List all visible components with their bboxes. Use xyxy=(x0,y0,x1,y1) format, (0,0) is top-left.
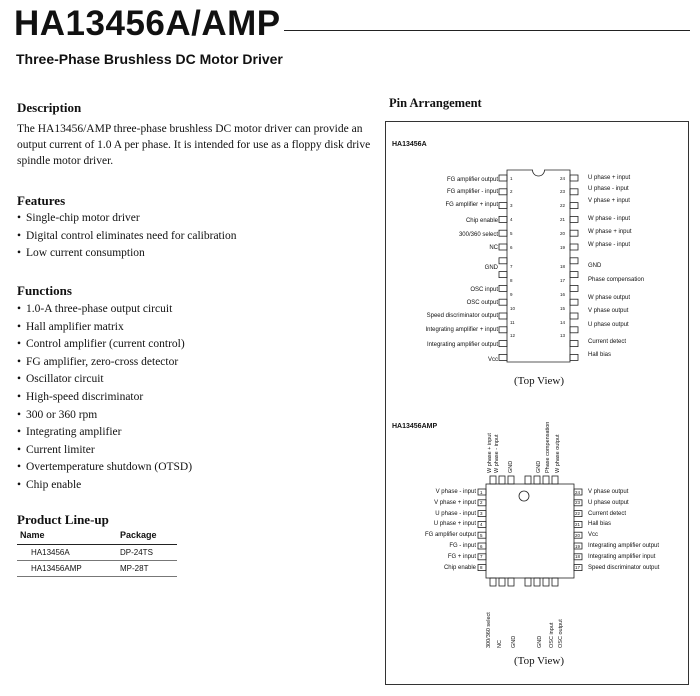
dip-right-pin xyxy=(570,216,578,222)
qfp-right-pin-label: Integrating amplifier input xyxy=(588,553,656,560)
dip-left-pin xyxy=(499,272,507,278)
list-item: • High-speed discriminator xyxy=(17,389,192,407)
list-item: • Low current consumption xyxy=(17,245,236,263)
pin-arrangement-heading: Pin Arrangement xyxy=(389,96,482,110)
dip-left-pin xyxy=(499,313,507,319)
description-text: The HA13456/AMP three-phase brushless DC motor driver can provide an output current of 1.0 A per phase. It is intended for use as a floppy disk drive spindle motor driver. xyxy=(17,123,371,167)
list-item: • Current limiter xyxy=(17,442,192,460)
dip-left-pin-label: Integrating amplifier + input xyxy=(425,327,498,333)
dip-right-pin xyxy=(570,244,578,250)
list-item: • FG amplifier, zero-cross detector xyxy=(17,354,192,372)
qfp-caption: (Top View) xyxy=(514,655,564,667)
dip-right-pin-number: 17 xyxy=(560,278,566,284)
dip-right-pin-number: 20 xyxy=(560,230,566,236)
dip-left-pin-label: FG amplifier - input xyxy=(446,189,498,195)
qfp-top-pin-label: GND xyxy=(508,460,514,473)
qfp-left-pin-number: 4 xyxy=(480,521,483,527)
qfp-left-pin-label: FG - input xyxy=(449,543,476,549)
qfp-right-pin-number: 23 xyxy=(575,500,581,506)
qfp-bottom-pin-label: OSC output xyxy=(558,619,564,648)
dip-left-pin-label: GND xyxy=(484,265,498,271)
qfp-right-pin-label: Vcc xyxy=(588,532,599,539)
dip-left-pin xyxy=(499,285,507,291)
dip-right-pin xyxy=(570,285,578,291)
qfp-left-pin-label: U phase - input xyxy=(435,510,476,517)
qfp-left-pin-number: 6 xyxy=(480,543,483,549)
qfp-left-pin-number: 2 xyxy=(480,500,483,506)
qfp-top-pin xyxy=(525,476,531,484)
dip-left-pin-label: Speed discriminator output xyxy=(426,313,498,319)
lineup-cell-package: MP-28T xyxy=(120,564,149,573)
lineup-col-package: Package xyxy=(120,530,157,540)
qfp-top-pin xyxy=(543,476,549,484)
dip-right-pin xyxy=(570,203,578,209)
qfp-top-pin xyxy=(508,476,514,484)
list-item: • Single-chip motor driver xyxy=(17,210,236,228)
dip-left-pin xyxy=(499,216,507,222)
dip-right-pin-label: U phase output xyxy=(588,322,629,328)
dip-right-pin-number: 21 xyxy=(560,216,566,222)
dip-left-pin-label: Chip enable xyxy=(465,218,498,224)
qfp-right-pin-number: 18 xyxy=(575,554,581,560)
qfp-top-pin xyxy=(490,476,496,484)
dip-left-pin xyxy=(499,299,507,305)
qfp-right-pin-number: 22 xyxy=(575,511,581,517)
features-heading: Features xyxy=(17,193,66,208)
qfp-left-pin-label: FG amplifier output xyxy=(424,532,476,539)
dip-left-pin xyxy=(499,203,507,209)
dip-right-pin xyxy=(570,258,578,264)
dip-left-pin xyxy=(499,244,507,250)
qfp-bottom-pin xyxy=(490,578,496,586)
list-item: • Oscillator circuit xyxy=(17,371,192,389)
qfp-left-pin-label: Chip enable xyxy=(443,564,476,571)
page-title: HA13456A/AMP xyxy=(14,4,281,43)
dip-right-pin xyxy=(570,313,578,319)
dip-right-pin-number: 19 xyxy=(560,244,566,250)
lineup-cell-package: DP-24TS xyxy=(120,548,153,557)
dip-right-pin-number: 16 xyxy=(560,291,566,297)
qfp-right-pin-label: Integrating amplifier output xyxy=(588,543,660,549)
qfp-top-pin-label: GND xyxy=(536,460,542,473)
dip-package-name: HA13456A xyxy=(392,141,427,148)
dip-left-pin-number: 11 xyxy=(510,319,515,325)
list-item: • Chip enable xyxy=(17,477,192,495)
dip-left-pin-label: FG amplifier output xyxy=(446,177,498,183)
qfp-right-pin-number: 17 xyxy=(575,565,581,571)
dip-right-pin-label: W phase - input xyxy=(588,242,631,248)
lineup-cell-name: HA13456AMP xyxy=(31,564,82,573)
dip-right-pin-number: 14 xyxy=(560,319,566,325)
lineup-cell-name: HA13456A xyxy=(31,548,70,557)
dip-left-pin-number: 9 xyxy=(510,291,513,297)
dip-left-pin-number: 10 xyxy=(510,305,516,311)
qfp-bottom-pin xyxy=(552,578,558,586)
list-item: • Control amplifier (current control) xyxy=(17,336,192,354)
qfp-left-pin-label: FG + input xyxy=(447,553,476,560)
dip-left-pin xyxy=(499,354,507,360)
dip-right-pin-number: 22 xyxy=(560,203,566,209)
dip-left-pin-number: 1 xyxy=(510,175,513,181)
qfp-right-pin-number: 20 xyxy=(575,532,581,538)
dip-right-pin-number: 24 xyxy=(560,175,566,181)
dip-right-pin-label: Current detect xyxy=(588,339,627,345)
dip-right-pin-label: Phase compensation xyxy=(588,277,645,283)
qfp-right-pin-label: V phase output xyxy=(588,489,629,495)
description-heading: Description xyxy=(17,100,82,115)
dip-right-pin xyxy=(570,230,578,236)
qfp-top-pin xyxy=(499,476,505,484)
qfp-top-pin xyxy=(534,476,540,484)
list-item: • 300 or 360 rpm xyxy=(17,407,192,425)
qfp-left-pin-number: 3 xyxy=(480,511,483,517)
dip-right-pin-label: GND xyxy=(588,263,602,269)
dip-left-pin-label: OSC output xyxy=(466,300,498,306)
dip-right-pin xyxy=(570,189,578,195)
page-subtitle: Three-Phase Brushless DC Motor Driver xyxy=(16,51,283,67)
dip-right-pin-number: 18 xyxy=(560,264,566,270)
qfp-bottom-pin xyxy=(508,578,514,586)
qfp-bottom-pin xyxy=(543,578,549,586)
qfp-left-pin-number: 5 xyxy=(480,532,483,538)
dip-right-pin-number: 15 xyxy=(560,305,566,311)
dip-left-pin-number: 7 xyxy=(510,264,513,270)
qfp-top-pin-label: Phase compensation xyxy=(545,421,551,473)
qfp-left-pin-number: 1 xyxy=(480,489,483,495)
dip-right-pin xyxy=(570,175,578,181)
dip-left-pin-number: 12 xyxy=(510,333,516,339)
dip-left-pin-number: 2 xyxy=(510,189,513,195)
list-item: • Overtemperature shutdown (OTSD) xyxy=(17,459,192,477)
dip-left-pin xyxy=(499,327,507,333)
dip-left-pin xyxy=(499,341,507,347)
dip-left-pin-label: OSC input xyxy=(470,287,498,293)
qfp-right-pin-number: 24 xyxy=(575,489,581,495)
qfp-package-name: HA13456AMP xyxy=(392,423,438,430)
dip-right-pin-label: V phase output xyxy=(588,308,629,314)
qfp-right-pin-label: Hall bias xyxy=(588,521,612,528)
dip-right-pin-label: V phase + input xyxy=(588,198,630,204)
dip-left-pin xyxy=(499,189,507,195)
qfp-top-pin-label: W phase output xyxy=(555,434,561,473)
dip-right-pin xyxy=(570,327,578,333)
dip-left-pin-label: 300/360 select xyxy=(458,232,498,238)
qfp-bottom-pin xyxy=(525,578,531,586)
qfp-bottom-pin-label: NC xyxy=(497,640,503,648)
dip-left-pin-label: Vcc xyxy=(487,357,498,363)
dip-right-pin-label: W phase - input xyxy=(588,216,631,222)
qfp-top-pin-label: W phase - input xyxy=(494,434,500,473)
dip-right-pin-number: 13 xyxy=(560,333,566,339)
dip-left-pin-number: 8 xyxy=(510,278,513,284)
dip-right-pin xyxy=(570,299,578,305)
dip-left-pin-label: Integrating amplifier output xyxy=(426,342,498,348)
dip-right-pin-label: W phase output xyxy=(588,295,631,301)
dip-right-pin xyxy=(570,272,578,278)
qfp-right-pin-label: Speed discriminator output xyxy=(588,564,660,571)
dip-left-pin-number: 5 xyxy=(510,230,513,236)
lineup-col-name: Name xyxy=(20,530,45,540)
qfp-left-pin-number: 8 xyxy=(480,565,483,571)
dip-right-pin xyxy=(570,341,578,347)
dip-right-pin-label: W phase + input xyxy=(588,229,632,235)
dip-left-pin-label: NC xyxy=(489,245,498,251)
dip-left-pin-number: 6 xyxy=(510,244,513,250)
dip-right-pin-label: Hall bias xyxy=(588,352,612,358)
qfp-bottom-pin-label: OSC input xyxy=(549,622,555,648)
qfp-left-pin-label: V phase - input xyxy=(435,489,476,495)
dip-left-pin-number: 4 xyxy=(510,216,513,222)
qfp-bottom-pin-label: GND xyxy=(511,635,517,648)
qfp-bottom-pin xyxy=(499,578,505,586)
qfp-index-mark xyxy=(519,491,529,501)
list-item: • Integrating amplifier xyxy=(17,424,192,442)
functions-heading: Functions xyxy=(17,283,72,298)
qfp-bottom-pin-label: GND xyxy=(537,635,543,648)
qfp-body xyxy=(486,484,574,578)
dip-left-pin-number: 3 xyxy=(510,203,513,209)
qfp-right-pin-label: U phase output xyxy=(588,499,629,506)
dip-left-pin xyxy=(499,175,507,181)
qfp-left-pin-label: V phase + input xyxy=(434,499,476,506)
dip-caption: (Top View) xyxy=(514,375,564,387)
qfp-top-pin-label: W phase + input xyxy=(487,433,493,473)
list-item: • 1.0-A three-phase output circuit xyxy=(17,301,192,319)
dip-right-pin-label: U phase - input xyxy=(588,186,629,192)
list-item: • Digital control eliminates need for calibration xyxy=(17,228,236,246)
qfp-bottom-pin-label: 300/360 select xyxy=(486,612,492,648)
qfp-right-pin-number: 21 xyxy=(575,521,581,527)
dip-left-pin xyxy=(499,230,507,236)
qfp-left-pin-label: U phase + input xyxy=(433,521,476,528)
qfp-top-pin xyxy=(552,476,558,484)
dip-left-pin xyxy=(499,258,507,264)
dip-right-pin-number: 23 xyxy=(560,189,566,195)
dip-right-pin-label: U phase + input xyxy=(588,175,631,181)
lineup-heading: Product Line-up xyxy=(17,512,109,527)
qfp-left-pin-number: 7 xyxy=(480,554,483,560)
qfp-right-pin-number: 19 xyxy=(575,543,581,549)
qfp-bottom-pin xyxy=(534,578,540,586)
list-item: • Hall amplifier matrix xyxy=(17,319,192,337)
qfp-right-pin-label: Current detect xyxy=(588,510,627,517)
dip-right-pin xyxy=(570,354,578,360)
dip-left-pin-label: FG amplifier + input xyxy=(445,202,498,208)
